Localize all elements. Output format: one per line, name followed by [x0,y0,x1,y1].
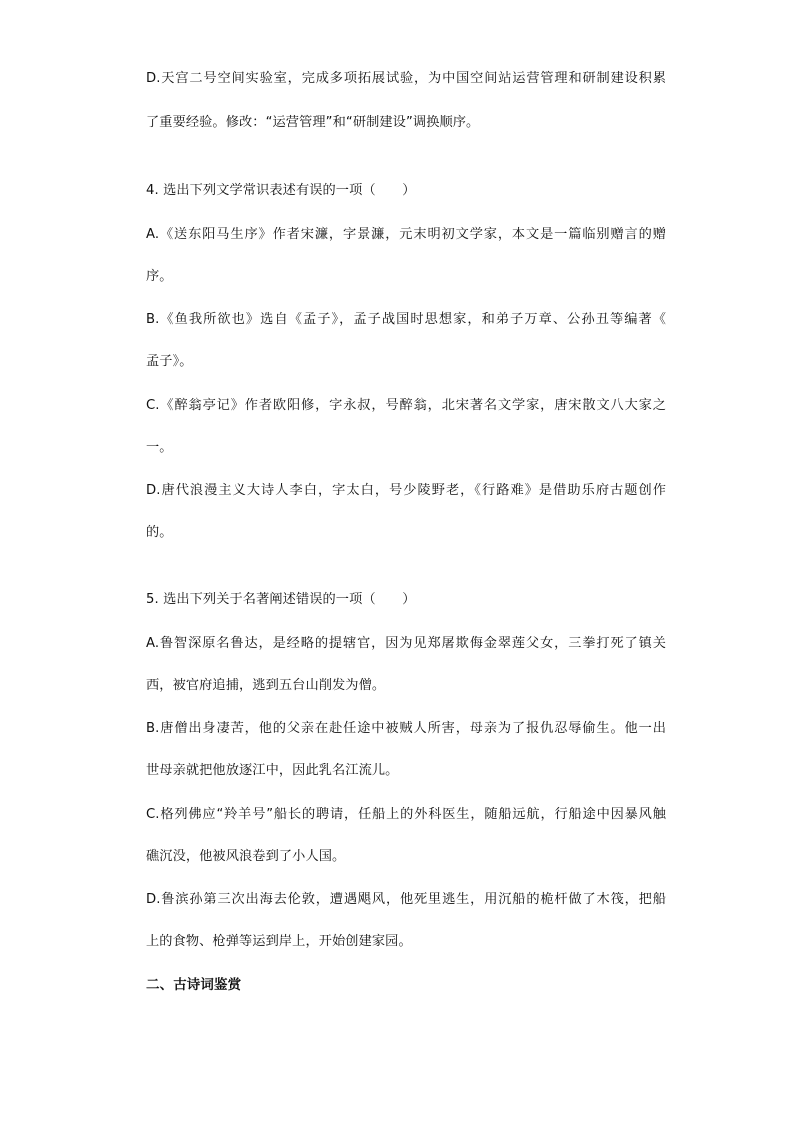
q3-option-d-line-2: 了重要经验。修改：“运营管理”和“研制建设”调换顺序。 [146,115,480,130]
q4-option-d-line-2: 的。 [146,525,173,540]
q5-option-a-line-2: 西，被官府追捕，逃到五台山削发为僧。 [146,678,386,693]
q4-option-b-line-2: 孟子》。 [146,354,193,369]
q5-option-b-line-1: B.唐僧出身凄苦，他的父亲在赴任途中被贼人所害，母亲为了报仇忍辱偷生。他一出 [146,721,666,736]
q4-option-c-line-2: 一。 [146,440,173,455]
q4-option-a-line-2: 序。 [146,269,173,284]
q4-option-c-line-1: C.《醉翁亭记》作者欧阳修，字永叔，号醉翁，北宋著名文学家，唐宋散文八大家之 [146,398,666,413]
q5-option-d-line-2: 上的食物、枪弹等运到岸上，开始创建家园。 [146,934,412,949]
q5-option-a-line-1: A.鲁智深原名鲁达，是经略的提辖官，因为见郑屠欺侮金翠莲父女，三拳打死了镇关 [146,636,666,651]
q4-option-d-line-1: D.唐代浪漫主义大诗人李白，字太白，号少陵野老，《行路难》是借助乐府古题创作 [146,483,666,498]
q5-option-d-line-1: D.鲁滨孙第三次出海去伦敦，遭遇飓风，他死里逃生，用沉船的桅杆做了木筏，把船 [146,892,666,907]
q5-option-c-line-1: C.格列佛应“羚羊号”船长的聘请，任船上的外科医生，随船远航，行船途中因暴风触 [146,807,666,822]
q4-option-a-line-1: A.《送东阳马生序》作者宋濂，字景濂，元末明初文学家，本文是一篇临别赠言的赠 [146,227,666,242]
q5-option-c-line-2: 礁沉没，他被风浪卷到了小人国。 [146,849,346,864]
question-4-stem: 4. 选出下列文学常识表述有误的一项（ ） [146,183,416,198]
section-heading-poetry-appreciation: 二、古诗词鉴赏 [146,977,242,993]
q3-option-d-line-1: D.天宫二号空间实验室，完成多项拓展试验，为中国空间站运营管理和研制建设积累 [146,71,666,86]
q5-option-b-line-2: 世母亲就把他放逐江中，因此乳名江流儿。 [146,763,399,778]
question-5-stem: 5. 选出下列关于名著阐述错误的一项（ ） [146,592,416,607]
q4-option-b-line-1: B.《鱼我所欲也》选自《孟子》，孟子战国时思想家，和弟子万章、公孙丑等编著《 [146,312,666,327]
